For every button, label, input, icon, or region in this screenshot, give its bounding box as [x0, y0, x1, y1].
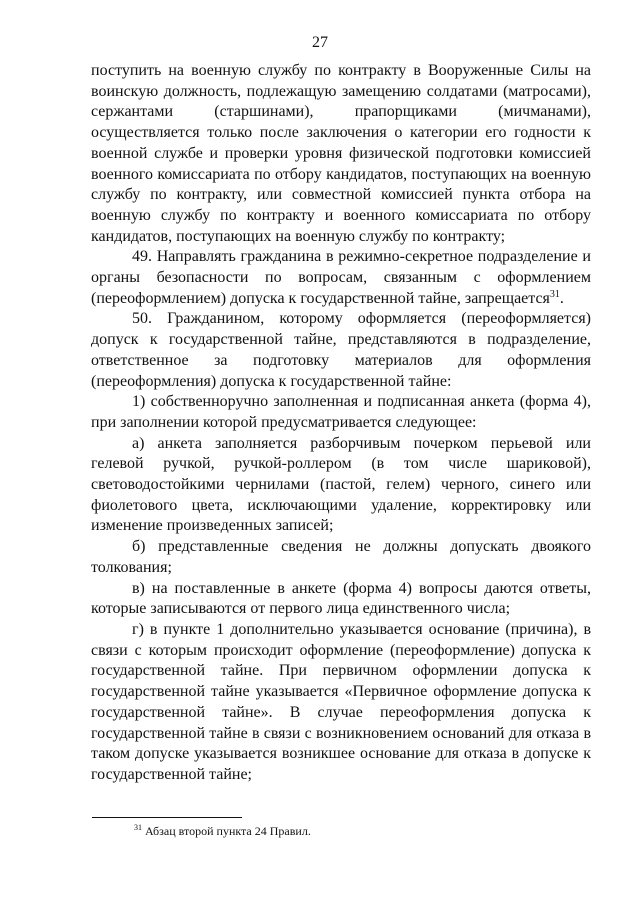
- paragraph-text: г) в пункте 1 дополнительно указывается основание (причина), в связи с которым происходит оформление (переоформление) допуска к государственной тайне. При первичном оформлении допуска к государственной тайне указывается «Первичное оформление допуска к государственной тайне». В случае переоформления допуска к государственной тайне в связи с возникновением оснований для отказа в таком допуске указывается возникшее основание для отказа в допуске к государственной тайне;: [91, 620, 591, 783]
- footnote-separator: [92, 817, 242, 818]
- paragraph-text: 49. Направлять гражданина в режимно-секретное подразделение и органы безопасности по вопросам, связанным с оформлением (переоформлением) допуска к государственной тайне, запрещается: [91, 248, 591, 307]
- list-item-a: [91, 434, 591, 538]
- footnote: [134, 824, 594, 839]
- footnote-reference[interactable]: 31: [549, 288, 560, 300]
- list-item-b: [91, 537, 591, 578]
- paragraph-text: 1) собственноручно заполненная и подписанная анкета (форма 4), при заполнении которой предусматривается следующее:: [91, 393, 591, 431]
- paragraph-continuation: [91, 61, 591, 247]
- paragraph-text: поступить на военную службу по контракту в Вооруженные Силы на воинскую должность, подлежащую замещению солдатами (матросами), сержантами (старшинами), прапорщиками (мичманами), осуществляется только после заключения о категории его годности к военной службе и проверки уровня физической подготовки комиссией военного комиссариата по отбору кандидатов, поступающих на военную службу по контракту, или совместной комиссией пункта отбора на военную службу по контракту и военного комиссариата по отбору кандидатов, поступающих на военную службу по контракту;: [91, 62, 591, 245]
- list-item-g: [91, 620, 591, 786]
- list-item-1: [91, 392, 591, 433]
- list-item-v: [91, 579, 591, 620]
- page-number: 27: [312, 34, 328, 51]
- paragraph-50: [91, 309, 591, 392]
- paragraph-text: 50. Гражданином, которому оформляется (переоформляется) допуск к государственной тайне, представляются в подразделение, ответственное за подготовку материалов для оформления (переоформления) допуска к государственной тайне:: [91, 310, 591, 390]
- footnote-text: Абзац второй пункта 24 Правил.: [142, 824, 311, 838]
- paragraph-text: б) представленные сведения не должны допускать двоякого толкования;: [91, 538, 591, 576]
- paragraph-text: в) на поставленные в анкете (форма 4) вопросы даются ответы, которые записываются от первого лица единственного числа;: [91, 579, 591, 618]
- paragraph-trailing-punctuation: .: [559, 289, 564, 307]
- paragraph-text: а) анкета заполняется разборчивым почерком перьевой или гелевой ручкой, ручкой-роллером (в том числе шариковой), световодостойкими чернилами (пастой, гелем) черного, синего или фиолетового цвета, исключающими удаление, корректировку или изменение произведенных записей;: [91, 434, 591, 535]
- paragraph-49: [91, 247, 591, 309]
- body-text: [91, 61, 591, 786]
- footnote-marker: 31: [134, 823, 142, 832]
